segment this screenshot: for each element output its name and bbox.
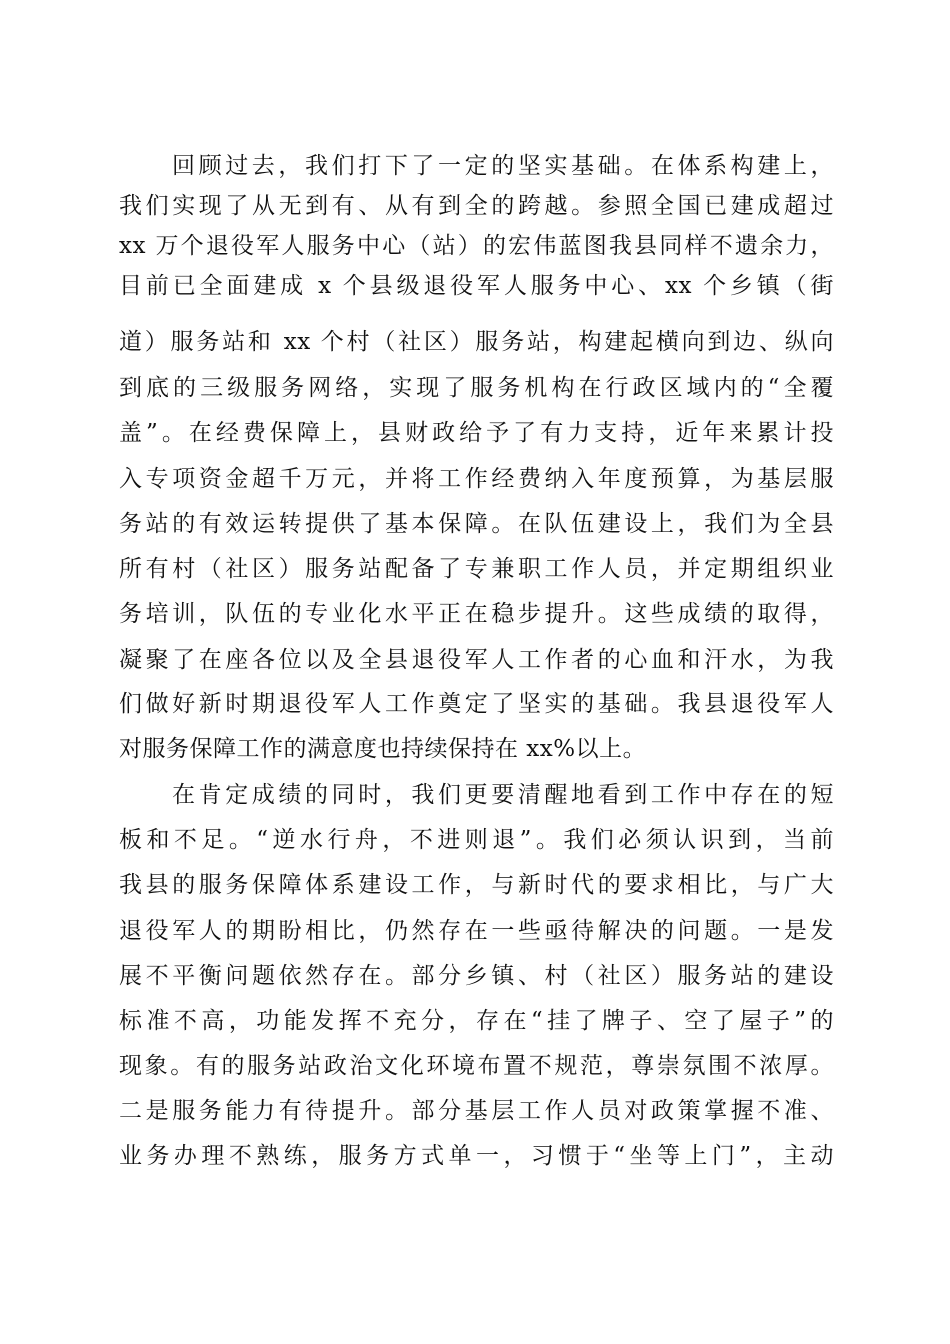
paragraph-1-line-6: 到底的三级服务网络，实现了服务机构在行政区域内的“全覆 [119, 375, 834, 401]
paragraph-1-line-7: 盖”。在经费保障上，县财政给予了有力支持，近年来累计投 [119, 420, 834, 446]
paragraph-2-line-1: 在肯定成绩的同时，我们更要清醒地看到工作中存在的短 [172, 782, 834, 808]
paragraph-2-line-2: 板和不足。“逆水行舟，不进则退”。我们必须认识到，当前 [119, 827, 834, 853]
paragraph-1-line-11: 务培训，队伍的专业化水平正在稳步提升。这些成绩的取得， [119, 601, 834, 627]
paragraph-1-line-3: xx 万个退役军人服务中心（站）的宏伟蓝图我县同样不遗余力， [119, 233, 834, 259]
paragraph-2-line-8: 二是服务能力有待提升。部分基层工作人员对政策掌握不准、 [119, 1098, 834, 1124]
paragraph-2-line-5: 展不平衡问题依然存在。部分乡镇、村（社区）服务站的建设 [119, 963, 834, 989]
paragraph-2-line-7: 现象。有的服务站政治文化环境布置不规范，尊崇氛围不浓厚。 [119, 1053, 834, 1079]
paragraph-1-line-5: 道）服务站和 xx 个村（社区）服务站，构建起横向到边、纵向 [119, 329, 834, 355]
paragraph-2-line-3: 我县的服务保障体系建设工作，与新时代的要求相比，与广大 [119, 872, 834, 898]
paragraph-2-line-4: 退役军人的期盼相比，仍然存在一些亟待解决的问题。一是发 [119, 918, 834, 944]
paragraph-1-line-1: 回顾过去，我们打下了一定的坚实基础。在体系构建上， [172, 153, 834, 179]
paragraph-1-line-2: 我们实现了从无到有、从有到全的跨越。参照全国已建成超过 [119, 193, 834, 219]
paragraph-2-line-9: 业务办理不熟练，服务方式单一，习惯于“坐等上门”，主动 [119, 1143, 834, 1169]
paragraph-1-line-4: 目前已全面建成 x 个县级退役军人服务中心、xx 个乡镇（街 [119, 273, 834, 299]
paragraph-1-line-9: 务站的有效运转提供了基本保障。在队伍建设上，我们为全县 [119, 511, 834, 537]
paragraph-2-line-6: 标准不高，功能发挥不充分，存在“挂了牌子、空了屋子”的 [119, 1008, 834, 1034]
paragraph-1-line-12: 凝聚了在座各位以及全县退役军人工作者的心血和汗水，为我 [119, 647, 834, 673]
paragraph-1-line-8: 入专项资金超千万元，并将工作经费纳入年度预算，为基层服 [119, 466, 834, 492]
paragraph-1-line-13: 们做好新时期退役军人工作奠定了坚实的基础。我县退役军人 [119, 691, 834, 717]
paragraph-1-line-10: 所有村（社区）服务站配备了专兼职工作人员，并定期组织业 [119, 556, 834, 582]
paragraph-1-line-14: 对服务保障工作的满意度也持续保持在 xx%以上。 [119, 736, 647, 762]
